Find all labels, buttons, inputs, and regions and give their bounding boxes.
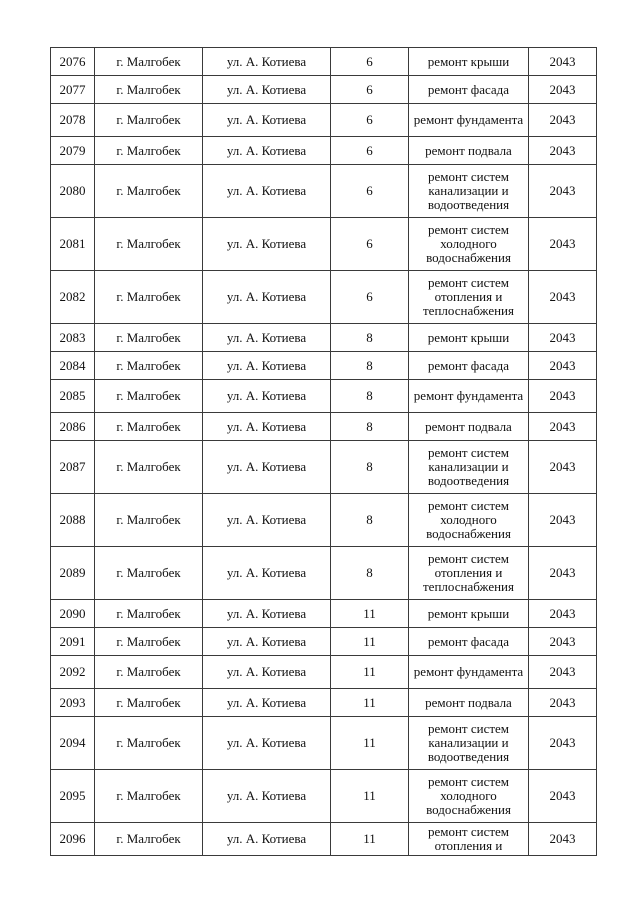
table-row (51, 271, 597, 324)
cell-house: 11 (331, 770, 409, 823)
cell-street: ул. А. Котиева (203, 770, 331, 823)
cell-year: 2043 (529, 628, 597, 656)
cell-number: 2091 (51, 628, 95, 656)
cell-work-type: ремонт фундамента (409, 104, 529, 137)
cell-year: 2043 (529, 600, 597, 628)
cell-house: 8 (331, 352, 409, 380)
cell-year: 2043 (529, 48, 597, 76)
cell-city: г. Малгобек (95, 547, 203, 600)
cell-work-type: ремонт фундамента (409, 656, 529, 689)
cell-city: г. Малгобек (95, 324, 203, 352)
cell-house: 11 (331, 823, 409, 856)
cell-work-type: ремонт фасада (409, 352, 529, 380)
cell-work-type: ремонт систем отопления и (409, 823, 529, 856)
cell-street: ул. А. Котиева (203, 717, 331, 770)
cell-city: г. Малгобек (95, 823, 203, 856)
cell-house: 11 (331, 656, 409, 689)
cell-work-type: ремонт систем канализации и водоотведения (409, 717, 529, 770)
cell-year: 2043 (529, 494, 597, 547)
cell-city: г. Малгобек (95, 413, 203, 441)
table-row (51, 600, 597, 628)
cell-work-type: ремонт фундамента (409, 380, 529, 413)
table-row (51, 165, 597, 218)
table-row (51, 823, 597, 856)
table-row (51, 380, 597, 413)
cell-year: 2043 (529, 324, 597, 352)
cell-house: 8 (331, 380, 409, 413)
cell-house: 8 (331, 494, 409, 547)
cell-house: 11 (331, 689, 409, 717)
cell-street: ул. А. Котиева (203, 413, 331, 441)
cell-city: г. Малгобек (95, 628, 203, 656)
cell-work-type: ремонт систем отопления и теплоснабжения (409, 547, 529, 600)
cell-work-type: ремонт фасада (409, 628, 529, 656)
cell-year: 2043 (529, 271, 597, 324)
cell-year: 2043 (529, 218, 597, 271)
table-row (51, 494, 597, 547)
cell-number: 2084 (51, 352, 95, 380)
cell-street: ул. А. Котиева (203, 48, 331, 76)
cell-house: 8 (331, 324, 409, 352)
cell-work-type: ремонт систем холодного водоснабжения (409, 770, 529, 823)
cell-year: 2043 (529, 352, 597, 380)
cell-year: 2043 (529, 165, 597, 218)
cell-number: 2083 (51, 324, 95, 352)
cell-number: 2085 (51, 380, 95, 413)
cell-street: ул. А. Котиева (203, 494, 331, 547)
cell-year: 2043 (529, 104, 597, 137)
cell-work-type: ремонт систем канализации и водоотведения (409, 441, 529, 494)
cell-number: 2087 (51, 441, 95, 494)
cell-city: г. Малгобек (95, 271, 203, 324)
cell-street: ул. А. Котиева (203, 271, 331, 324)
table-row (51, 770, 597, 823)
cell-house: 6 (331, 137, 409, 165)
cell-number: 2086 (51, 413, 95, 441)
cell-number: 2077 (51, 76, 95, 104)
table-row (51, 413, 597, 441)
cell-number: 2081 (51, 218, 95, 271)
table-row (51, 547, 597, 600)
cell-year: 2043 (529, 717, 597, 770)
cell-house: 8 (331, 413, 409, 441)
table-row (51, 689, 597, 717)
table-row (51, 628, 597, 656)
cell-city: г. Малгобек (95, 689, 203, 717)
cell-street: ул. А. Котиева (203, 165, 331, 218)
cell-city: г. Малгобек (95, 352, 203, 380)
table-row (51, 137, 597, 165)
cell-house: 6 (331, 271, 409, 324)
cell-city: г. Малгобек (95, 218, 203, 271)
cell-city: г. Малгобек (95, 494, 203, 547)
cell-city: г. Малгобек (95, 76, 203, 104)
cell-year: 2043 (529, 823, 597, 856)
cell-year: 2043 (529, 689, 597, 717)
table-row (51, 48, 597, 76)
cell-street: ул. А. Котиева (203, 689, 331, 717)
cell-house: 6 (331, 165, 409, 218)
cell-number: 2082 (51, 271, 95, 324)
cell-city: г. Малгобек (95, 137, 203, 165)
cell-house: 11 (331, 717, 409, 770)
cell-work-type: ремонт систем холодного водоснабжения (409, 494, 529, 547)
cell-city: г. Малгобек (95, 165, 203, 218)
table-row (51, 104, 597, 137)
cell-city: г. Малгобек (95, 600, 203, 628)
cell-house: 11 (331, 600, 409, 628)
cell-house: 11 (331, 628, 409, 656)
cell-house: 6 (331, 48, 409, 76)
cell-street: ул. А. Котиева (203, 600, 331, 628)
cell-year: 2043 (529, 137, 597, 165)
cell-number: 2093 (51, 689, 95, 717)
cell-house: 8 (331, 547, 409, 600)
cell-work-type: ремонт систем холодного водоснабжения (409, 218, 529, 271)
cell-city: г. Малгобек (95, 104, 203, 137)
table-body (51, 48, 597, 856)
cell-street: ул. А. Котиева (203, 137, 331, 165)
cell-year: 2043 (529, 547, 597, 600)
table-row (51, 352, 597, 380)
cell-number: 2090 (51, 600, 95, 628)
cell-street: ул. А. Котиева (203, 823, 331, 856)
cell-house: 8 (331, 441, 409, 494)
cell-year: 2043 (529, 441, 597, 494)
cell-year: 2043 (529, 76, 597, 104)
cell-house: 6 (331, 76, 409, 104)
cell-number: 2095 (51, 770, 95, 823)
cell-street: ул. А. Котиева (203, 104, 331, 137)
cell-street: ул. А. Котиева (203, 380, 331, 413)
cell-street: ул. А. Котиева (203, 656, 331, 689)
cell-year: 2043 (529, 656, 597, 689)
cell-city: г. Малгобек (95, 380, 203, 413)
cell-number: 2080 (51, 165, 95, 218)
cell-work-type: ремонт крыши (409, 324, 529, 352)
cell-number: 2089 (51, 547, 95, 600)
table-row (51, 656, 597, 689)
cell-number: 2096 (51, 823, 95, 856)
cell-year: 2043 (529, 413, 597, 441)
cell-work-type: ремонт фасада (409, 76, 529, 104)
cell-city: г. Малгобек (95, 770, 203, 823)
cell-work-type: ремонт крыши (409, 600, 529, 628)
table-row (51, 717, 597, 770)
cell-number: 2088 (51, 494, 95, 547)
cell-number: 2094 (51, 717, 95, 770)
cell-year: 2043 (529, 770, 597, 823)
table-row (51, 324, 597, 352)
cell-work-type: ремонт систем канализации и водоотведения (409, 165, 529, 218)
cell-number: 2078 (51, 104, 95, 137)
cell-street: ул. А. Котиева (203, 547, 331, 600)
cell-street: ул. А. Котиева (203, 352, 331, 380)
cell-city: г. Малгобек (95, 48, 203, 76)
cell-number: 2079 (51, 137, 95, 165)
table-row (51, 218, 597, 271)
cell-house: 6 (331, 104, 409, 137)
table-row (51, 76, 597, 104)
cell-work-type: ремонт подвала (409, 689, 529, 717)
cell-city: г. Малгобек (95, 717, 203, 770)
cell-street: ул. А. Котиева (203, 324, 331, 352)
cell-street: ул. А. Котиева (203, 628, 331, 656)
cell-house: 6 (331, 218, 409, 271)
cell-city: г. Малгобек (95, 656, 203, 689)
table-row (51, 441, 597, 494)
cell-number: 2076 (51, 48, 95, 76)
cell-work-type: ремонт подвала (409, 137, 529, 165)
cell-number: 2092 (51, 656, 95, 689)
cell-work-type: ремонт систем отопления и теплоснабжения (409, 271, 529, 324)
cell-city: г. Малгобек (95, 441, 203, 494)
cell-street: ул. А. Котиева (203, 76, 331, 104)
cell-street: ул. А. Котиева (203, 218, 331, 271)
document-page (50, 47, 596, 856)
cell-work-type: ремонт крыши (409, 48, 529, 76)
cell-work-type: ремонт подвала (409, 413, 529, 441)
cell-street: ул. А. Котиева (203, 441, 331, 494)
repair-schedule-table (50, 47, 597, 856)
cell-year: 2043 (529, 380, 597, 413)
